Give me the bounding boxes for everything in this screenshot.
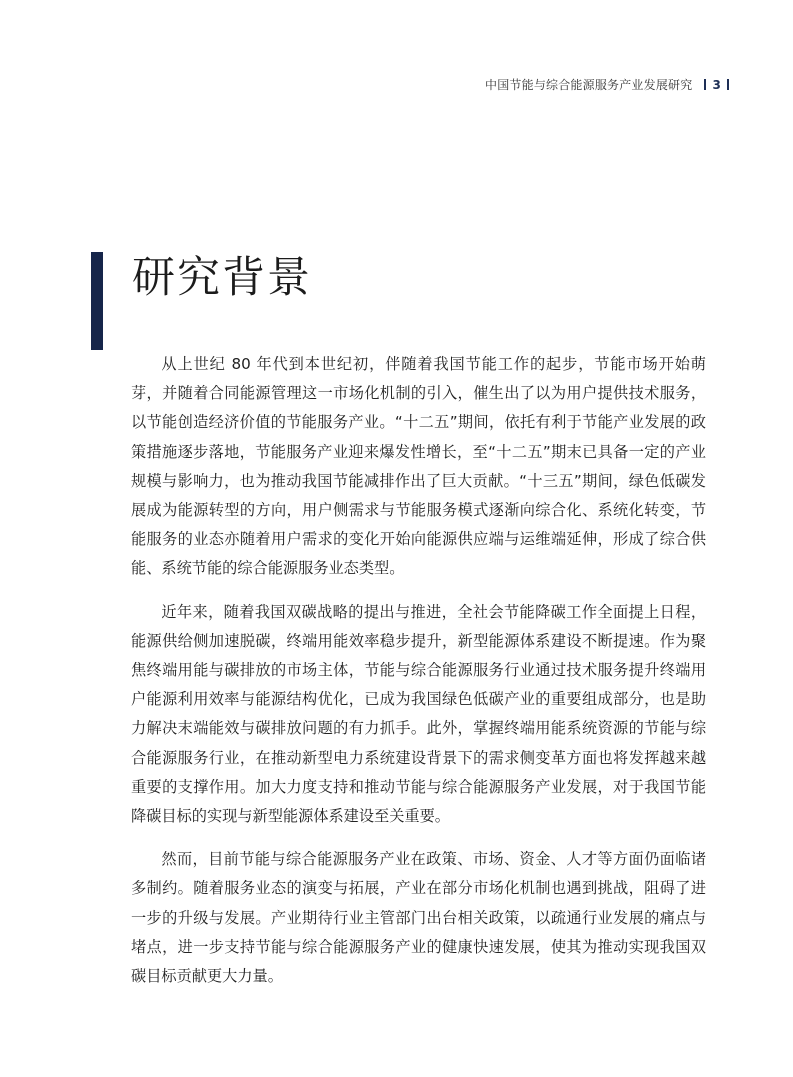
- paragraph-3: 然而，目前节能与综合能源服务产业在政策、市场、资金、人才等方面仍面临诸多制约。随着服务业态的演变与拓展，产业在部分市场化机制也遇到挑战，阻碍了进一步的升级与发展。产业期待行业主管部门出台相关政策，以疏通行业发展的痛点与堵点，进一步支持节能与综合能源服务产业的健康快速发展，使其为推动实现我国双碳目标贡献更大力量。: [131, 850, 706, 986]
- body-text: [131, 350, 706, 1005]
- section-title: 研究背景: [132, 253, 312, 303]
- running-header: [485, 76, 735, 93]
- paragraph-2: 近年来，随着我国双碳战略的提出与推进，全社会节能降碳工作全面提上日程，能源供给侧加速脱碳，终端用能效率稳步提升，新型能源体系建设不断提速。作为聚焦终端用能与碳排放的市场主体，节能与综合能源服务行业通过技术服务提升终端用户能源利用效率与能源结构优化，已成为我国绿色低碳产业的重要组成部分，也是助力解决末端能效与碳排放问题的有力抓手。此外，掌握终端用能系统资源的节能与综合能源服务行业，在推动新型电力系统建设背景下的需求侧变革方面也将发挥越来越重要的支撑作用。加大力度支持和推动节能与综合能源服务产业发展，对于我国节能降碳目标的实现与新型能源体系建设至关重要。: [131, 602, 706, 826]
- header-divider-right: [727, 79, 729, 90]
- page-number: 3: [712, 77, 721, 92]
- paragraph-1: 从上世纪 80 年代到本世纪初，伴随着我国节能工作的起步，节能市场开始萌芽，并随着合同能源管理这一市场化机制的引入，催生出了以为用户提供技术服务，以节能创造经济价值的节能服务产业。“十二五”期间，依托有利于节能产业发展的政策措施逐步落地，节能服务产业迎来爆发性增长，至“十二五”期末已具备一定的产业规模与影响力，也为推动我国节能减排作出了巨大贡献。“十三五”期间，绿色低碳发展成为能源转型的方向，用户侧需求与节能服务模式逐渐向综合化、系统化转变，节能服务的业态亦随着用户需求的变化开始向能源供应端与运维端延伸，形成了综合供能、系统节能的综合能源服务业态类型。: [131, 355, 706, 578]
- section-title-accent-bar: [91, 252, 103, 350]
- running-header-title: 中国节能与综合能源服务产业发展研究: [485, 78, 693, 92]
- header-divider-left: [704, 79, 706, 90]
